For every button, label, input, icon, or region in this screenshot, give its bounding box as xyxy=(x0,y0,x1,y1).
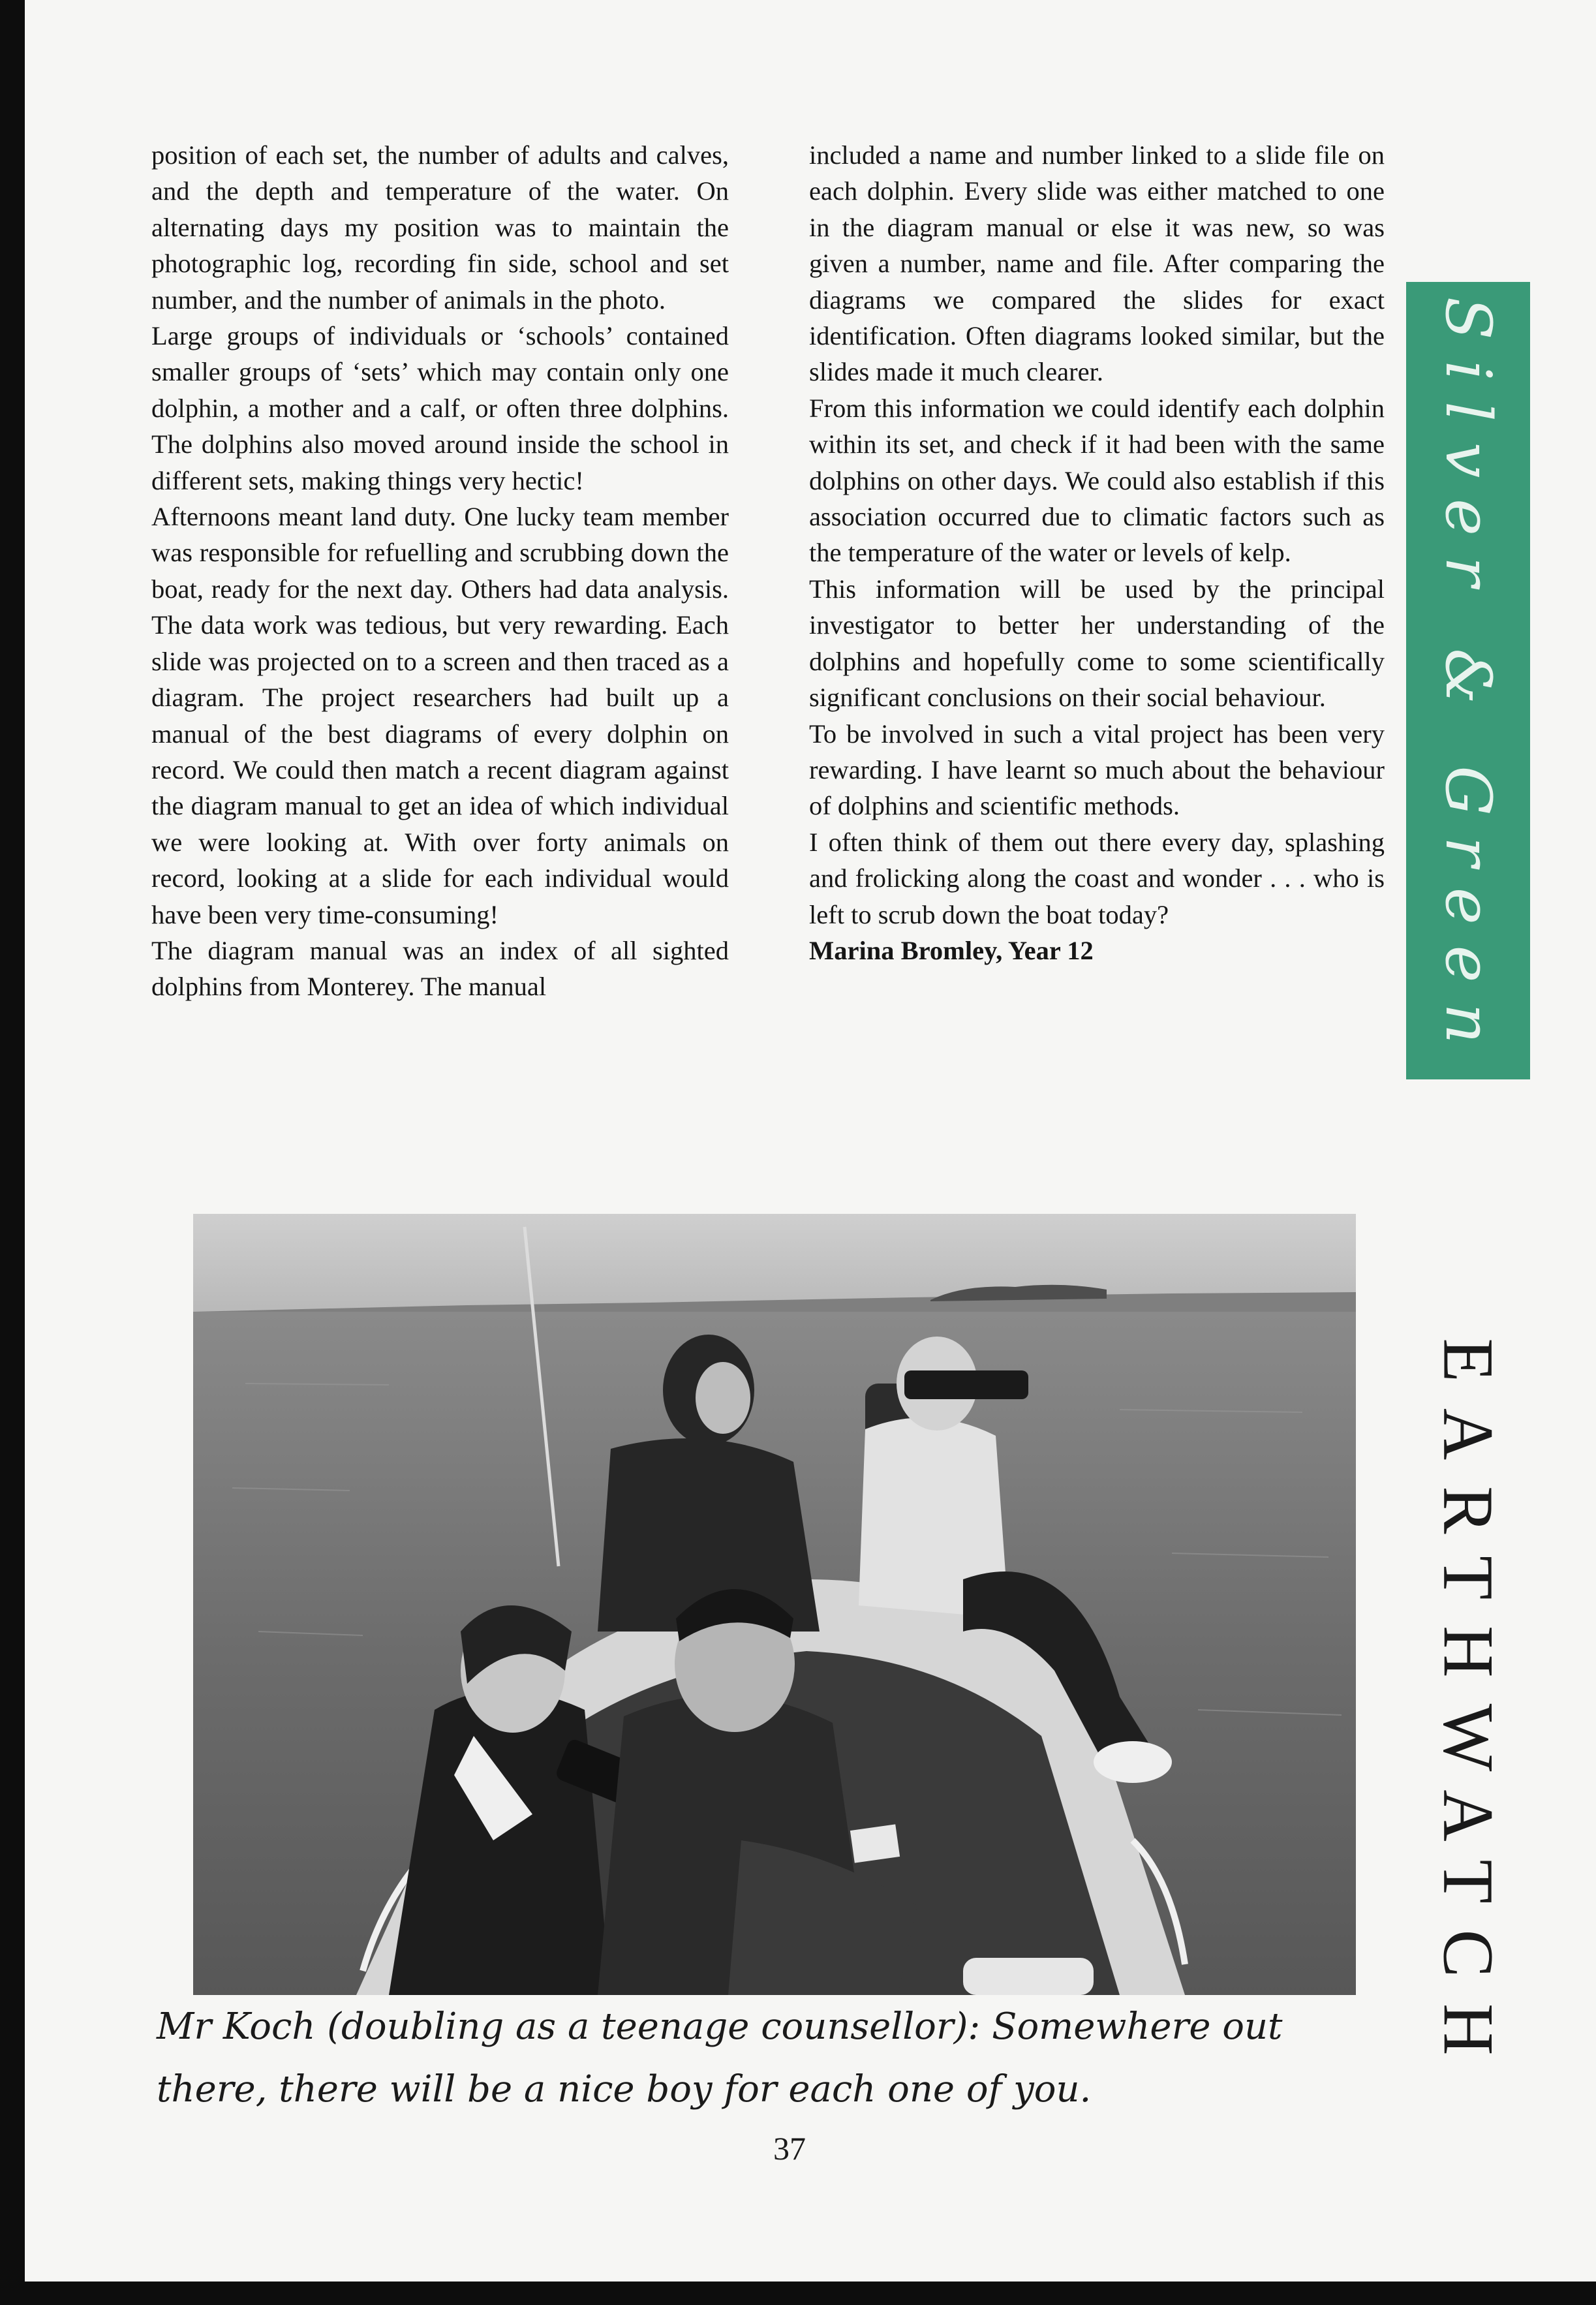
author-byline: Marina Bromley, Year 12 xyxy=(809,935,1094,965)
paragraph: I often think of them out there every day, splashing and frolicking along the coast and wonder . . . who is left to scrub down the boat today? xyxy=(809,827,1385,929)
page-number: 37 xyxy=(773,2130,806,2167)
paragraph: Large groups of individuals or ‘schools’ contained smaller groups of ‘sets’ which may contain only one dolphin, a mother and a calf, or often three dolphins. The dolphins also moved around inside the school in different sets, making things very hectic! xyxy=(151,321,729,495)
section-title-vertical: EARTHWATCH xyxy=(1428,1338,1509,2082)
scan-edge-left xyxy=(0,0,25,2305)
photo-person-back-face xyxy=(696,1362,750,1434)
paragraph: To be involved in such a vital project has been very rewarding. I have learnt so much about the behaviour of dolphins and scientific methods. xyxy=(809,719,1385,821)
paragraph: position of each set, the number of adults and calves, and the depth and temperature of the water. On alternating days my position was to maintain the photographic log, recording fin side, school and set number, and the number of animals in the photo. xyxy=(151,140,729,315)
article-left-column xyxy=(151,137,729,1005)
photo-caption: Mr Koch (doubling as a teenage counsellor): Somewhere out there, there will be a nice boy for each one of you. xyxy=(157,2005,1283,2111)
paragraph: Afternoons meant land duty. One lucky team member was responsible for refuelling and scrubbing down the boat, ready for the next day. Others had data analysis. The data work was tedious, but very rewarding. Each slide was projected on to a screen and then traced as a diagram. The project researchers had built up a manual of the best diagrams of every dolphin on record. We could then match a recent diagram against the diagram manual to get an idea of which individual we were looking at. With over forty animals on record, looking at a slide for each individual would have been very time-consuming! xyxy=(151,502,729,929)
paragraph: The diagram manual was an index of all sighted dolphins from Monterey. The manual xyxy=(151,935,729,1002)
boat-photo xyxy=(193,1214,1356,1995)
section-band-label: Silver & Green xyxy=(1432,296,1505,1065)
photo-bag xyxy=(963,1958,1094,1995)
paragraph: This information will be used by the principal investigator to better her understanding of the dolphins and hopefully come to some scientifically significant conclusions on their social behaviour. xyxy=(809,574,1385,713)
paragraph: From this information we could identify each dolphin within its set, and check if it had been with the same dolphins on other days. We could also establish if this association occurred due to climatic factors such as the temperature of the water or levels of kelp. xyxy=(809,393,1385,568)
paragraph: included a name and number linked to a slide file on each dolphin. Every slide was either matched to one in the diagram manual or else it was new, so was given a number, name and file. After comparing the diagrams we compared the slides for exact identification. Often diagrams looked similar, but the slides made it much clearer. xyxy=(809,140,1385,387)
scan-edge-bottom xyxy=(0,2282,1596,2305)
article-right-column xyxy=(809,137,1385,968)
